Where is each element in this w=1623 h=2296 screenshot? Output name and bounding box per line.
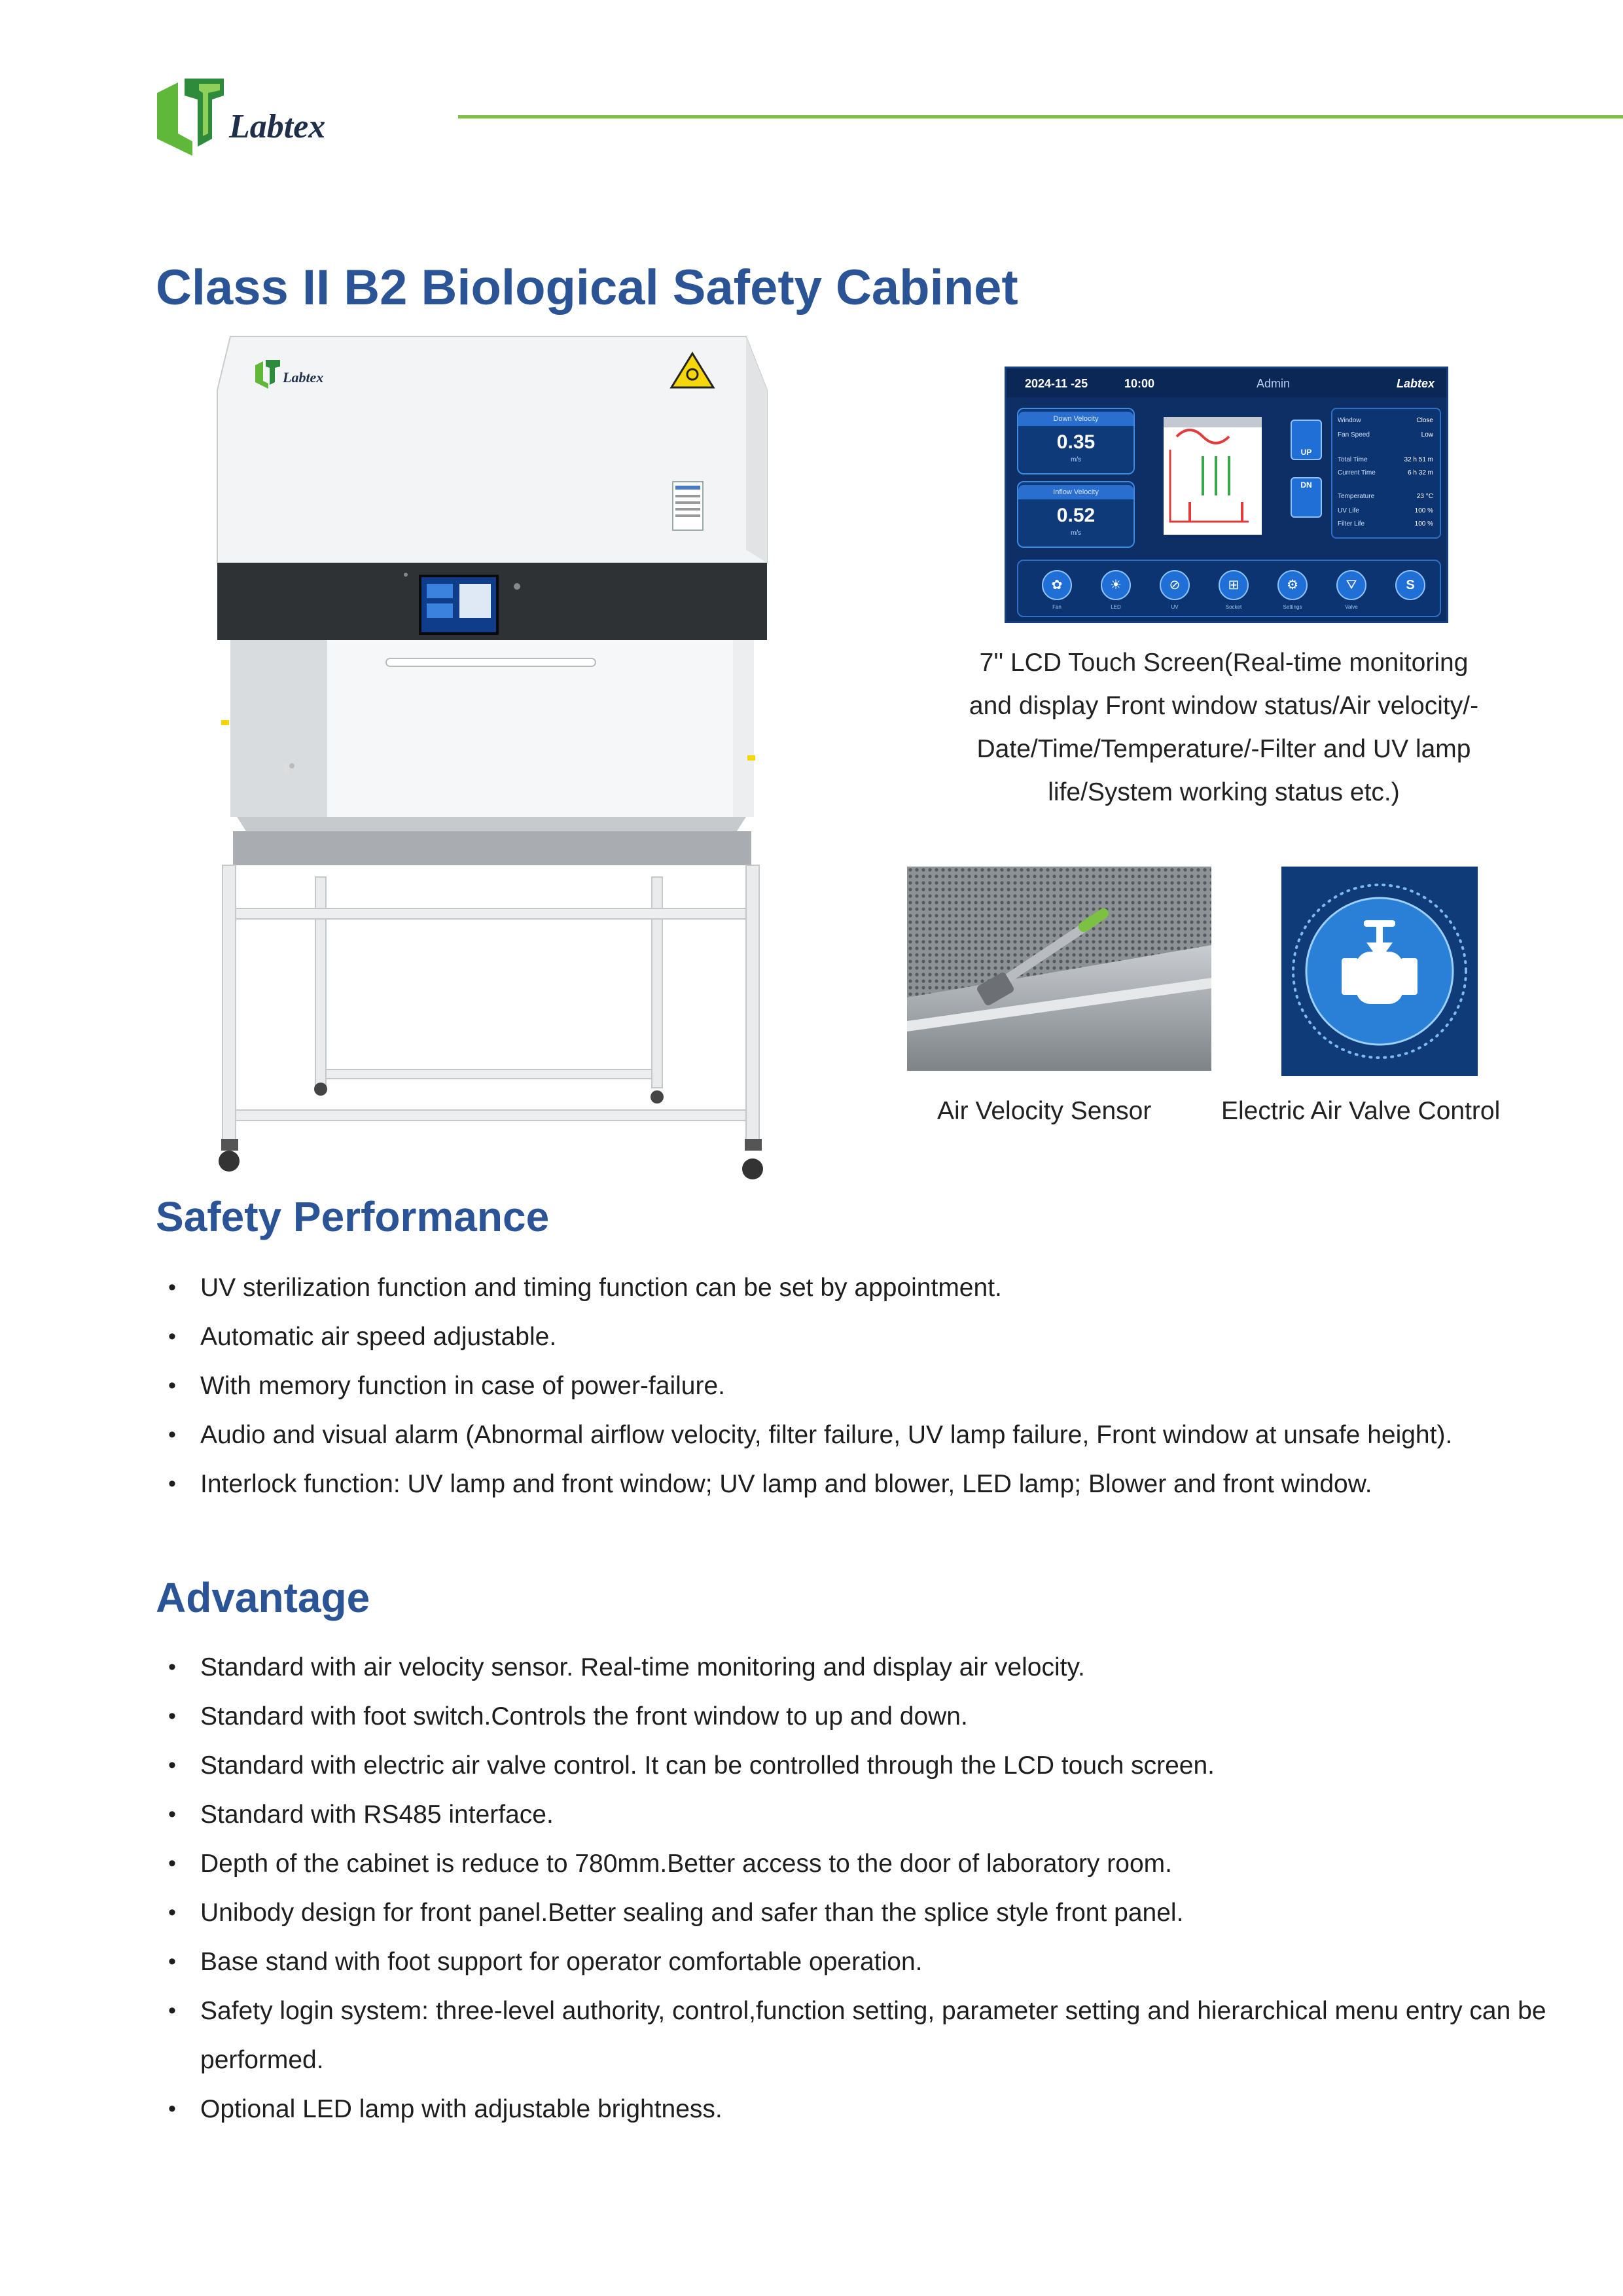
list-item: • Standard with foot switch.Controls the front window to up and down.	[168, 1702, 968, 1731]
list-item: • Automatic air speed adjustable.	[168, 1323, 557, 1351]
lcd-topbar	[1007, 368, 1446, 397]
valve-icon	[1281, 867, 1478, 1076]
lcd-button-bar	[1017, 560, 1441, 617]
air-valve-image	[1281, 867, 1478, 1076]
lcd-caption-line: 7'' LCD Touch Screen(Real-time monitoring	[979, 649, 1469, 677]
sensor-caption: Air Velocity Sensor	[937, 1097, 1152, 1125]
air-velocity-sensor-image	[907, 867, 1211, 1071]
settings-button[interactable]: ⚙	[1277, 570, 1308, 600]
down-velocity-card	[1017, 408, 1135, 475]
uv-button-label: UV	[1171, 604, 1179, 610]
list-item: • Standard with electric air valve control. It can be controlled through the LCD touch screen.	[168, 1751, 1215, 1780]
cabinet-image	[209, 327, 785, 1191]
lcd-caption	[903, 641, 1544, 814]
lcd-date: 2024-11 -25	[1025, 377, 1088, 390]
inflow-velocity-unit: m/s	[1070, 529, 1082, 537]
status-row: Fan Speed Low	[1338, 431, 1433, 439]
header-rule	[458, 115, 1623, 118]
lcd-screen-image	[1005, 367, 1448, 623]
list-item: • Depth of the cabinet is reduce to 780mm.Better access to the door of laboratory room.	[168, 1850, 1172, 1878]
inflow-velocity-label: Inflow Velocity	[1018, 485, 1133, 499]
socket-button[interactable]: ⊞	[1219, 570, 1249, 600]
status-row: UV Life 100 %	[1338, 507, 1433, 514]
advantage-list	[162, 1643, 1556, 2134]
status-row: Current Time 6 h 32 m	[1338, 469, 1433, 476]
svg-text:Labtex: Labtex	[283, 369, 324, 386]
valve-caption: Electric Air Valve Control	[1221, 1097, 1501, 1125]
inflow-velocity-card	[1017, 481, 1135, 548]
fan-button[interactable]: ✿	[1042, 570, 1072, 600]
list-item: • Unibody design for front panel.Better sealing and safer than the splice style front panel.	[168, 1899, 1184, 1927]
list-item: • Safety login system: three-level authority, control,function setting, parameter setting and hierarchical menu entry can be performed.	[168, 1997, 1546, 2074]
list-item: • Optional LED lamp with adjustable brightness.	[168, 2095, 722, 2123]
led-button-label: LED	[1111, 604, 1121, 610]
down-velocity-value: 0.35	[1056, 431, 1096, 453]
list-item: • Standard with air velocity sensor. Real-time monitoring and display air velocity.	[168, 1653, 1085, 1681]
list-item: • Standard with RS485 interface.	[168, 1801, 554, 1829]
window-down-button[interactable]: DN	[1291, 477, 1322, 518]
logo-text-lab: Labtex	[229, 108, 326, 145]
valve-button[interactable]: ⛛	[1336, 570, 1366, 600]
led-button[interactable]: ☀	[1101, 570, 1131, 600]
status-row: Temperature 23 °C	[1338, 493, 1433, 500]
list-item: • Base stand with foot support for operator comfortable operation.	[168, 1948, 923, 1976]
status-row: Total Time 32 h 51 m	[1338, 456, 1433, 463]
settings-button-label: Settings	[1283, 604, 1302, 610]
lcd-brand: Labtex	[1397, 377, 1435, 390]
list-item: • Audio and visual alarm (Abnormal airflow velocity, filter failure, UV lamp failure, Front window at unsafe height).	[168, 1421, 1453, 1449]
list-item: • With memory function in case of power-failure.	[168, 1372, 725, 1400]
advantage-heading: Advantage	[156, 1574, 370, 1621]
lcd-caption-line: and display Front window status/Air velocity/-	[969, 692, 1479, 720]
labtex-logo	[152, 73, 387, 165]
status-row: Window Close	[1338, 417, 1433, 424]
window-up-button[interactable]: UP	[1291, 420, 1322, 460]
lcd-caption-line: Date/Time/Temperature/-Filter and UV lamp	[976, 735, 1471, 763]
lcd-caption-line: life/System working status etc.)	[1048, 778, 1400, 806]
safety-list	[162, 1263, 1556, 1509]
login-button[interactable]: S	[1395, 570, 1425, 600]
safety-heading: Safety Performance	[156, 1193, 550, 1240]
list-item: • UV sterilization function and timing function can be set by appointment.	[168, 1274, 1002, 1302]
inflow-velocity-value: 0.52	[1056, 505, 1096, 526]
page-title: Class II B2 Biological Safety Cabinet	[156, 260, 1018, 315]
list-item: • Interlock function: UV lamp and front window; UV lamp and blower, LED lamp; Blower and front window.	[168, 1470, 1372, 1498]
down-velocity-unit: m/s	[1070, 456, 1082, 463]
airflow-diagram	[1150, 410, 1275, 541]
down-velocity-label: Down Velocity	[1018, 412, 1133, 426]
socket-button-label: Socket	[1225, 604, 1242, 610]
status-row: Filter Life 100 %	[1338, 520, 1433, 528]
valve-button-label: Valve	[1345, 604, 1358, 610]
uv-button[interactable]: ⊘	[1160, 570, 1190, 600]
lcd-status-panel	[1331, 408, 1441, 539]
lcd-user: Admin	[1257, 377, 1291, 390]
fan-button-label: Fan	[1052, 604, 1061, 610]
lcd-time: 10:00	[1124, 377, 1155, 390]
